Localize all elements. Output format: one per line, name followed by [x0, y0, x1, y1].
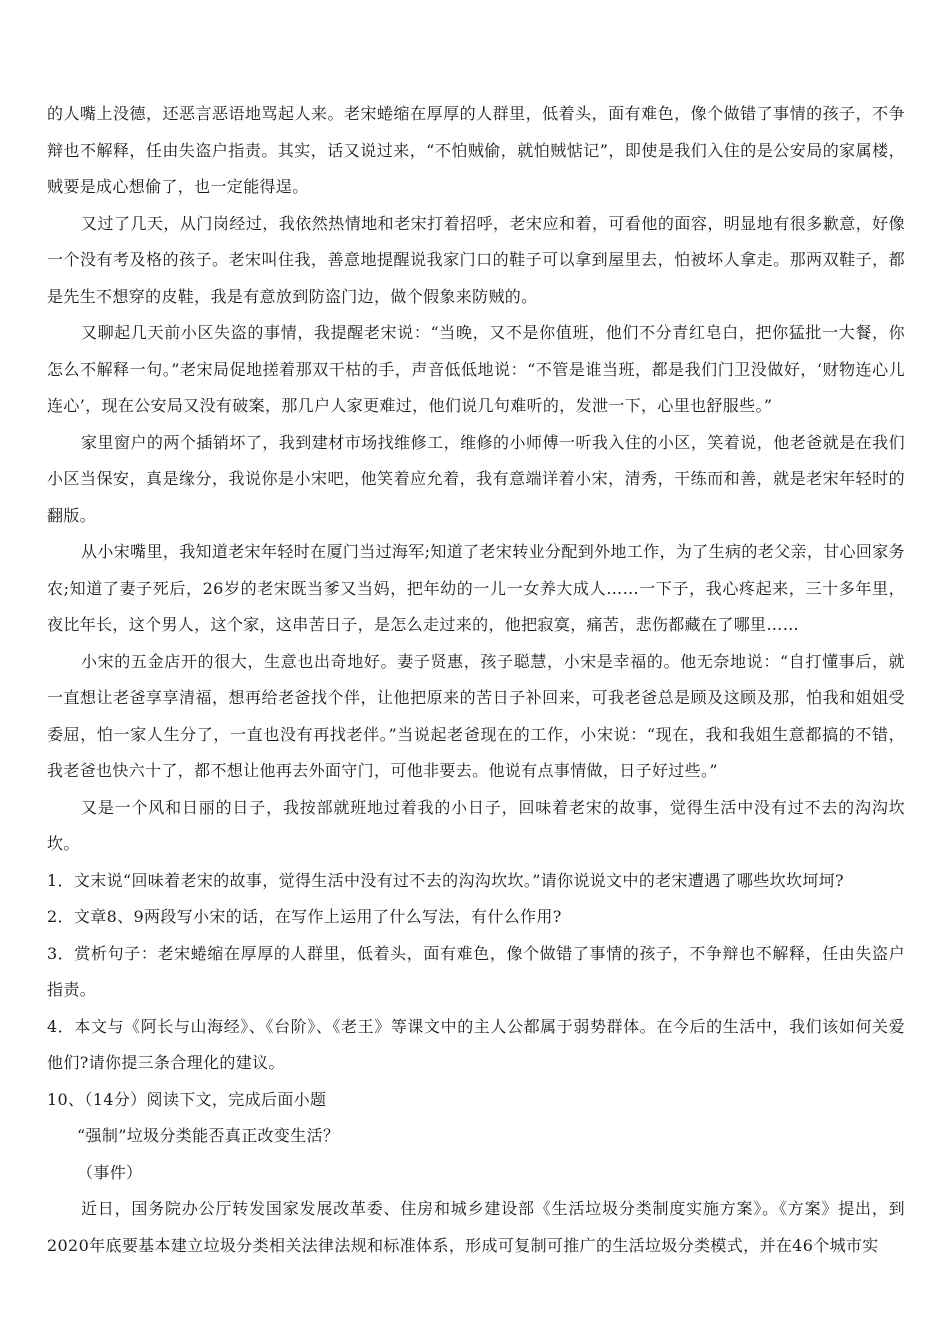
paragraph: 小宋的五金店开的很大，生意也出奇地好。妻子贤惠，孩子聪慧，小宋是幸福的。他无奈地说：“自打懂事后，就一直想让老爸享享清福，想再给老爸找个伴，让他把原来的苦日子补回来，可我老爸总是顾及这顾及那，怕我和姐姐受委屈，怕一家人生分了，一直也没有再找老伴。”当说起老爸现在的工作，小宋说：“现在，我和我姐生意都搞的不错，我老爸也快六十了，都不想让他再去外面守门，可他非要去。他说有点事情做，日子好过些。” — [47, 651, 905, 780]
question-1: 1．文末说“回味着老宋的故事，觉得生活中没有过不去的沟沟坎坎。”请你说说文中的老宋遭遇了哪些坎坎坷坷? — [47, 870, 844, 890]
document-page — [47, 96, 905, 1264]
paragraph: 从小宋嘴里，我知道老宋年轻时在厦门当过海军;知道了老宋转业分配到外地工作，为了生病的老父亲，甘心回家务农;知道了妻子死后，26岁的老宋既当爹又当妈，把年幼的一儿一女养大成人……一下子，我心疼起来，三十多年里，夜比年长，这个男人，这个家，这串苦日子，是怎么走过来的，他把寂寞，痛苦，悲伤都藏在了哪里…… — [47, 542, 905, 634]
paragraph: 家里窗户的两个插销坏了，我到建材市场找维修工，维修的小师傅一听我入住的小区，笑着说，他老爸就是在我们小区当保安，真是缘分，我说你是小宋吧，他笑着应允着，我有意端详着小宋，清秀，干练而和善，就是老宋年轻时的翻版。 — [47, 432, 905, 525]
section-10-body: 近日，国务院办公厅转发国家发展改革委、住房和城乡建设部《生活垃圾分类制度实施方案》。《方案》提出，到2020年底要基本建立垃圾分类相关法律法规和标准体系，形成可复制可推广的生活垃圾分类模式，并在46个城市实 — [47, 1199, 905, 1255]
question-4: 4．本文与《阿长与山海经》、《台阶》、《老王》等课文中的主人公都属于弱势群体。在今后的生活中，我们该如何关爱他们?请你提三条合理化的建议。 — [47, 1016, 905, 1072]
question-2: 2．文章8、9两段写小宋的话，在写作上运用了什么写法，有什么作用? — [47, 907, 562, 926]
question-3: 3．赏析句子：老宋蜷缩在厚厚的人群里，低着头，面有难色，像个做错了事情的孩子，不争辩也不解释，任由失盗户指责。 — [47, 943, 905, 999]
paragraph: 又过了几天，从门岗经过，我依然热情地和老宋打着招呼，老宋应和着，可看他的面容，明显地有很多歉意，好像一个没有考及格的孩子。老宋叫住我，善意地提醒说我家门口的鞋子可以拿到屋里去，怕被坏人拿走。那两双鞋子，都是先生不想穿的皮鞋，我是有意放到防盗门边，做个假象来防贼的。 — [47, 213, 905, 306]
paragraph: 的人嘴上没德，还恶言恶语地骂起人来。老宋蜷缩在厚厚的人群里，低着头，面有难色，像个做错了事情的孩子，不争辩也不解释，任由失盗户指责。其实，话又说过来，“不怕贼偷，就怕贼惦记”，即使是我们入住的是公安局的家属楼，贼要是成心想偷了，也一定能得逞。 — [47, 104, 905, 196]
paragraph: 又聊起几天前小区失盗的事情，我提醒老宋说：“当晚，又不是你值班，他们不分青红皂白，把你猛批一大餐，你怎么不解释一句。”老宋局促地搓着那双干枯的手，声音低低地说：“不管是谁当班，都是我们门卫没做好，‘财物连心儿连心’，现在公安局又没有破案，那几户人家更难过，他们说几句难听的，发泄一下，心里也舒服些。” — [47, 323, 905, 415]
section-10-subtitle: （事件） — [77, 1162, 143, 1182]
section-10-title: “强制”垃圾分类能否真正改变生活？ — [77, 1126, 340, 1145]
section-10-header: 10、（14分）阅读下文，完成后面小题 — [47, 1089, 327, 1109]
paragraph: 又是一个风和日丽的日子，我按部就班地过着我的小日子，回味着老宋的故事，觉得生活中没有过不去的沟沟坎坎。 — [47, 797, 905, 853]
